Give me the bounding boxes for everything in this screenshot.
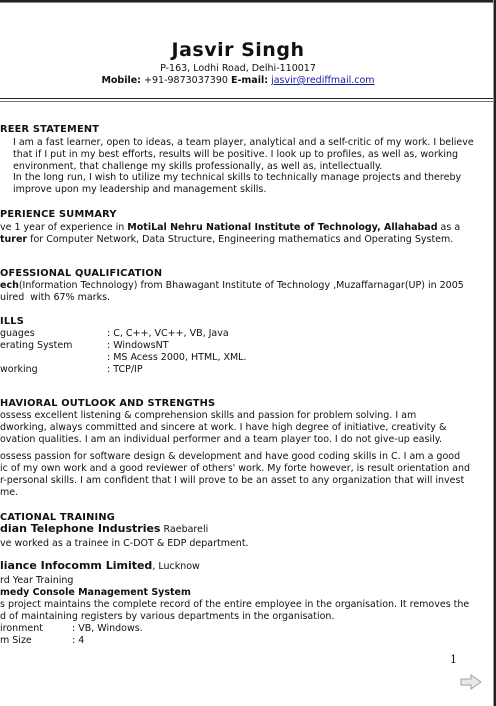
behavioral-line: ic of my own work and a good reviewer of others' work. My forte however, is result orientation and [0,463,471,474]
career-line: environment, that challenge my skills professionally, as well as, intellectually. [13,161,383,172]
qualification-line-2: uired with 67% marks. [0,292,111,303]
experience-text: ve 1 year of experience in [0,222,128,233]
degree: ech [0,280,19,291]
behavioral-line: ossess passion for software design & development and have good coding skills in C. I am a good [0,451,461,462]
institute-name: MotiLal Nehru National Institute of Technology, Allahabad [127,222,438,233]
page-top-border [0,0,496,3]
project-line: d of maintaining registers by various departments in the organisation. [0,611,335,622]
career-line: In the long run, I wish to utilize my technical skills to technically manage projects and thereby [13,172,462,183]
header-rule [0,98,493,99]
qualification-text: (Information Technology) from Bhawagant Institute of Technology ,Muzaffarnagar(UP) in 2005 [18,280,464,291]
mobile-number: +91-9873037390 [144,75,228,86]
company-1-detail: ve worked as a trainee in C-DOT & EDP department. [0,538,249,549]
training-heading: CATIONAL TRAINING [0,512,116,523]
header-rule-thin [0,101,493,102]
career-line: I am a fast learner, open to ideas, a team player, analytical and a self-critic of my work. I believe [13,137,474,148]
company-2-name: liance Infocomm Limited [0,559,153,572]
email-label: E-mail: [230,75,269,86]
behavioral-line: ovation qualities. I am an individual performer and a team player too. I do not give-up easily. [0,434,443,445]
qualification-heading: OFESSIONAL QUALIFICATION [0,268,163,279]
contact-line [0,75,476,87]
skill-label: erating System [0,340,73,351]
skill-value: : WindowsNT [107,340,169,351]
job-title: turer [0,234,28,245]
resume-header [0,38,476,87]
mobile-label: Mobile: [101,75,141,86]
qualification-line-1 [0,280,464,292]
company-1 [0,523,208,536]
page-number: 1 [450,653,457,666]
project-line: s project maintains the complete record of the entire employee in the organisation. It removes the [0,599,470,610]
team-size-value: : 4 [72,635,85,646]
company-2 [0,560,200,573]
behavioral-line: dworking, always committed and sincere at work. I have high degree of initiative, creativity & [0,422,447,433]
career-line: improve upon my leadership and management skills. [13,184,267,195]
experience-text: as a [437,222,461,233]
candidate-name: Jasvir Singh [171,39,305,61]
experience-line-2 [0,234,453,246]
career-heading: REER STATEMENT [0,124,100,135]
project-title: medy Console Management System [0,587,191,598]
skill-value: : TCP/IP [107,364,143,375]
company-2-detail: rd Year Training [0,575,74,586]
career-line: that if I put in my best efforts, results will be positive. I look up to profiles, as well as, working [13,149,459,160]
company-1-city: Raebareli [160,524,209,535]
behavioral-line: me. [0,487,19,498]
behavioral-heading: HAVIORAL OUTLOOK AND STRENGTHS [0,398,216,409]
skill-value: : C, C++, VC++, VB, Java [107,328,229,339]
skill-value: : MS Acess 2000, HTML, XML. [107,352,247,363]
right-arrow-icon[interactable] [460,674,482,690]
skill-label: working [0,364,38,375]
team-size-label: m Size [0,635,32,646]
email-link[interactable]: jasvir@rediffmail.com [271,75,375,86]
company-2-city: , Lucknow [152,561,200,572]
experience-text: for Computer Network, Data Structure, Engineering mathematics and Operating System. [27,234,454,245]
skills-heading: ILLS [0,316,24,327]
environment-value: : VB, Windows. [72,623,143,634]
behavioral-line: ossess excellent listening & comprehension skills and passion for problem solving. I am [0,410,417,421]
experience-line-1 [0,222,460,234]
skill-label: guages [0,328,35,339]
address: P-163, Lodhi Road, Delhi-110017 [160,63,316,74]
experience-heading: PERIENCE SUMMARY [0,209,117,220]
behavioral-line: r-personal skills. I am confident that I will prove to be an asset to any organization that will invest [0,475,465,486]
company-1-name: dian Telephone Industries [0,522,161,535]
environment-label: ironment [0,623,44,634]
